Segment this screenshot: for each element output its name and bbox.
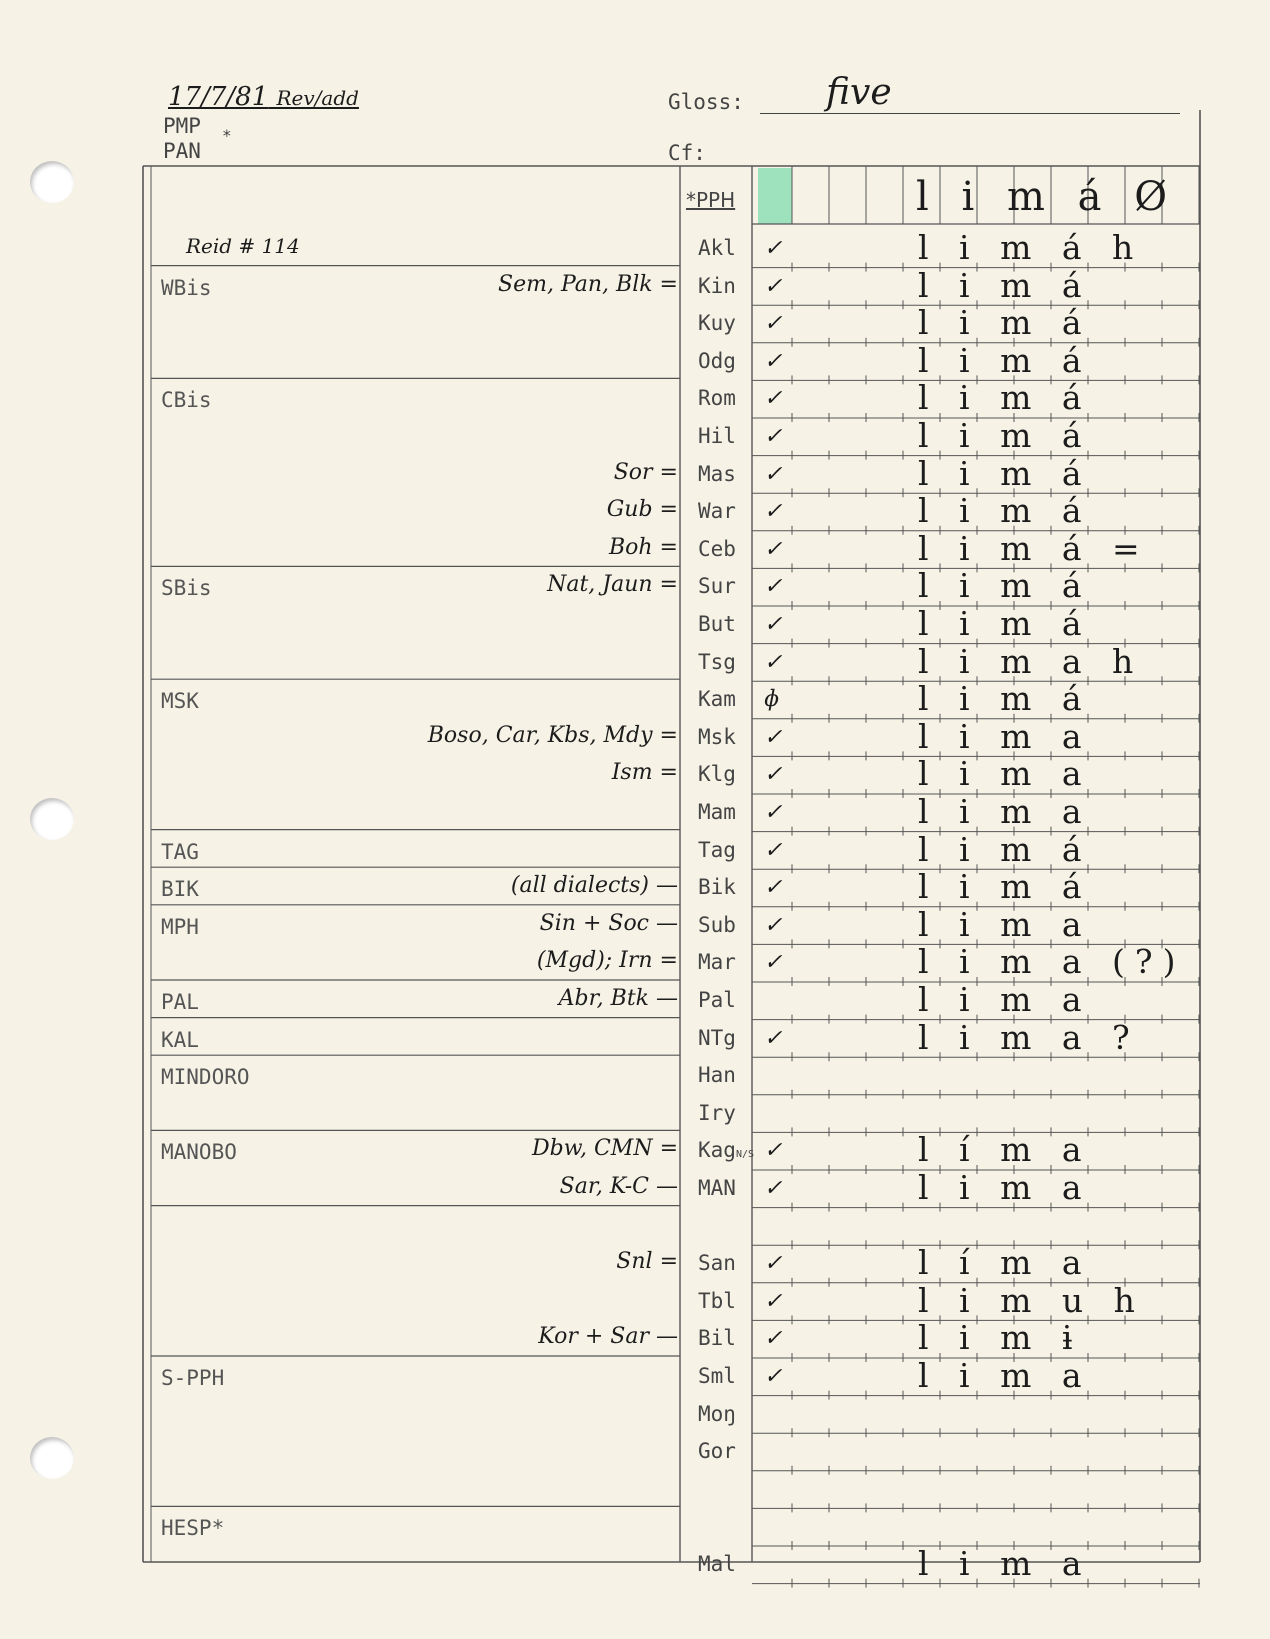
dialect-note: Boso, Car, Kbs, Mdy = bbox=[427, 722, 678, 748]
gloss-label: Gloss: bbox=[668, 90, 744, 114]
cognate-check: ✓ bbox=[764, 236, 783, 261]
lang-code: Sml bbox=[698, 1364, 736, 1388]
reflex-form: l i m á bbox=[918, 679, 1092, 719]
reflex-form: l i m u h bbox=[918, 1280, 1145, 1320]
lang-code: Mam bbox=[698, 800, 736, 824]
pph-form: l i m á Ø bbox=[916, 174, 1178, 220]
lang-code: Pal bbox=[698, 988, 736, 1012]
group-label-kal: KAL bbox=[161, 1027, 199, 1052]
pan-label: PAN bbox=[163, 139, 201, 163]
reflex-form: l i m á bbox=[918, 867, 1092, 907]
cognate-check: ✓ bbox=[764, 1364, 783, 1389]
lang-superscript: N/S bbox=[735, 1149, 754, 1161]
dialect-note: Boh = bbox=[608, 534, 678, 560]
lang-code: Han bbox=[698, 1063, 736, 1088]
reflex-form: l i m ɨ bbox=[918, 1318, 1083, 1358]
cognate-check: ✓ bbox=[764, 1251, 783, 1277]
group-label-hesp: HESP* bbox=[161, 1516, 225, 1541]
reflex-form: l i m á bbox=[918, 378, 1092, 418]
lang-code: Ceb bbox=[698, 536, 736, 561]
lang-code: NTg bbox=[698, 1025, 736, 1050]
cognate-check: ✓ bbox=[764, 574, 783, 600]
cognate-check: ✓ bbox=[764, 612, 783, 637]
cognate-check: ✓ bbox=[764, 1288, 783, 1314]
cognate-check: ✓ bbox=[764, 724, 783, 750]
cognate-check: ✓ bbox=[764, 1025, 783, 1051]
lang-code: Iry bbox=[698, 1100, 736, 1125]
lang-code: Klg bbox=[698, 762, 736, 787]
cognate-check: ✓ bbox=[764, 837, 783, 863]
dialect-note: Sin + Soc — bbox=[539, 910, 678, 936]
lang-code: Sur bbox=[698, 574, 736, 599]
lang-code: But bbox=[698, 612, 736, 636]
group-label-mindoro: MINDORO bbox=[161, 1065, 250, 1090]
lang-code: Moŋ bbox=[698, 1401, 736, 1426]
reflex-form: l i m a bbox=[918, 904, 1092, 944]
lang-code: War bbox=[698, 499, 736, 524]
pph-label: *PPH bbox=[686, 188, 736, 212]
reflex-form: l i m a bbox=[918, 1356, 1092, 1395]
dialect-note: Sar, K-C — bbox=[559, 1174, 678, 1199]
date-text: 17/7/81 bbox=[168, 82, 269, 112]
cognate-check: ✓ bbox=[764, 1176, 783, 1201]
lang-code: Mal bbox=[698, 1552, 736, 1576]
lang-code: Msk bbox=[698, 724, 736, 749]
lang-code: Bil bbox=[698, 1326, 736, 1351]
lang-code: San bbox=[698, 1251, 736, 1276]
reflex-form: l i m á h bbox=[918, 228, 1144, 267]
cognate-check: ✓ bbox=[764, 424, 783, 449]
dialect-note: Snl = bbox=[616, 1249, 678, 1275]
cognate-check: ✓ bbox=[764, 311, 783, 337]
group-label-cbis: CBis bbox=[161, 388, 212, 413]
reflex-form: l i m á bbox=[918, 604, 1092, 643]
cognate-check: ✓ bbox=[764, 273, 783, 299]
reflex-form: l i m a bbox=[918, 754, 1092, 794]
reflex-form: l i m á bbox=[918, 453, 1092, 493]
dialect-note: Kor + Sar — bbox=[538, 1324, 678, 1350]
group-label-wbis: WBis bbox=[161, 275, 212, 300]
lang-code: Kuy bbox=[698, 311, 736, 336]
reflex-form: l i m á = bbox=[918, 528, 1150, 568]
reflex-form: l i m a ? bbox=[918, 1017, 1140, 1057]
reflex-form: l i m á bbox=[918, 340, 1092, 380]
reflex-form: l i m á bbox=[918, 829, 1092, 869]
gloss-value: five bbox=[826, 72, 892, 113]
lang-code: KagN/S bbox=[698, 1138, 754, 1163]
reflex-form: l i m á bbox=[918, 416, 1092, 455]
lang-code: Rom bbox=[698, 386, 736, 411]
lang-code: Gor bbox=[698, 1439, 736, 1464]
group-label-pal: PAL bbox=[161, 990, 199, 1014]
group-label-spph: S-PPH bbox=[161, 1366, 225, 1390]
dialect-note: Ism = bbox=[611, 760, 678, 786]
reflex-form: l i m a h bbox=[918, 641, 1144, 681]
lang-code: Kam bbox=[698, 687, 736, 712]
dialect-note: Abr, Btk — bbox=[558, 986, 678, 1011]
cognate-check: ✓ bbox=[764, 386, 783, 412]
reflex-form: l í m a bbox=[918, 1243, 1092, 1283]
reid-number: Reid # 114 bbox=[186, 234, 300, 258]
lang-code: MAN bbox=[698, 1176, 736, 1200]
group-label-tag: TAG bbox=[161, 839, 199, 864]
lang-code: Odg bbox=[698, 348, 736, 373]
cognate-check: ✓ bbox=[764, 1138, 783, 1164]
dialect-note: Nat, Jaun = bbox=[547, 572, 678, 598]
group-label-manobo: MANOBO bbox=[161, 1140, 237, 1165]
dialect-note: Dbw, CMN = bbox=[532, 1136, 678, 1162]
cognate-check: ✓ bbox=[764, 649, 783, 675]
cognate-check: ✓ bbox=[764, 461, 783, 487]
lang-code: Mar bbox=[698, 950, 736, 975]
lang-code: Tsg bbox=[698, 649, 736, 674]
group-label-sbis: SBis bbox=[161, 576, 212, 601]
reflex-form: l i m á bbox=[918, 491, 1092, 531]
cognate-check: ✓ bbox=[764, 800, 783, 825]
reflex-form: l i m a bbox=[918, 980, 1092, 1019]
reflex-form: l i m á bbox=[918, 566, 1092, 606]
cognate-check: ✓ bbox=[764, 875, 783, 901]
cognate-check: ✓ bbox=[764, 499, 783, 525]
pmp-star: * bbox=[222, 126, 232, 145]
revision-note: Rev/add bbox=[276, 86, 359, 110]
highlight-marker bbox=[758, 168, 792, 224]
dialect-note: (all dialects) — bbox=[510, 873, 678, 899]
lang-code: Akl bbox=[698, 236, 736, 260]
lang-code: Mas bbox=[698, 461, 736, 486]
group-label-msk: MSK bbox=[161, 689, 199, 714]
lang-code: Tag bbox=[698, 837, 736, 862]
reflex-form: l i m a (?) bbox=[918, 942, 1186, 982]
cognate-check: ɸ bbox=[764, 687, 780, 713]
group-label-bik: BIK bbox=[161, 877, 199, 902]
cf-label: Cf: bbox=[668, 141, 706, 165]
reflex-form: l i m a bbox=[918, 716, 1092, 756]
lang-code: Hil bbox=[698, 424, 736, 448]
cognate-check: ✓ bbox=[764, 536, 783, 562]
reflex-form: l i m á bbox=[918, 303, 1092, 343]
reflex-form: l i m a bbox=[918, 1168, 1092, 1207]
cognate-check: ✓ bbox=[764, 348, 783, 374]
reflex-form: l i m a bbox=[918, 792, 1092, 831]
dialect-note: Sor = bbox=[613, 459, 678, 485]
dialect-note: Sem, Pan, Blk = bbox=[498, 271, 678, 297]
reflex-form: l í m a bbox=[918, 1130, 1092, 1170]
dialect-note: Gub = bbox=[606, 497, 678, 523]
lang-code: Bik bbox=[698, 875, 736, 900]
lang-code: Kin bbox=[698, 273, 736, 298]
cognate-check: ✓ bbox=[764, 1326, 783, 1352]
lang-code: Sub bbox=[698, 912, 736, 937]
reflex-form: l i m á bbox=[918, 265, 1092, 305]
cognate-check: ✓ bbox=[764, 950, 783, 976]
pmp-label: PMP bbox=[163, 114, 201, 138]
group-label-mph: MPH bbox=[161, 914, 199, 939]
reflex-form: l i m a bbox=[918, 1544, 1092, 1583]
cognate-check: ✓ bbox=[764, 762, 783, 788]
cognate-check: ✓ bbox=[764, 912, 783, 938]
dialect-note: (Mgd); Irn = bbox=[536, 948, 678, 974]
lang-code: Tbl bbox=[698, 1288, 736, 1313]
